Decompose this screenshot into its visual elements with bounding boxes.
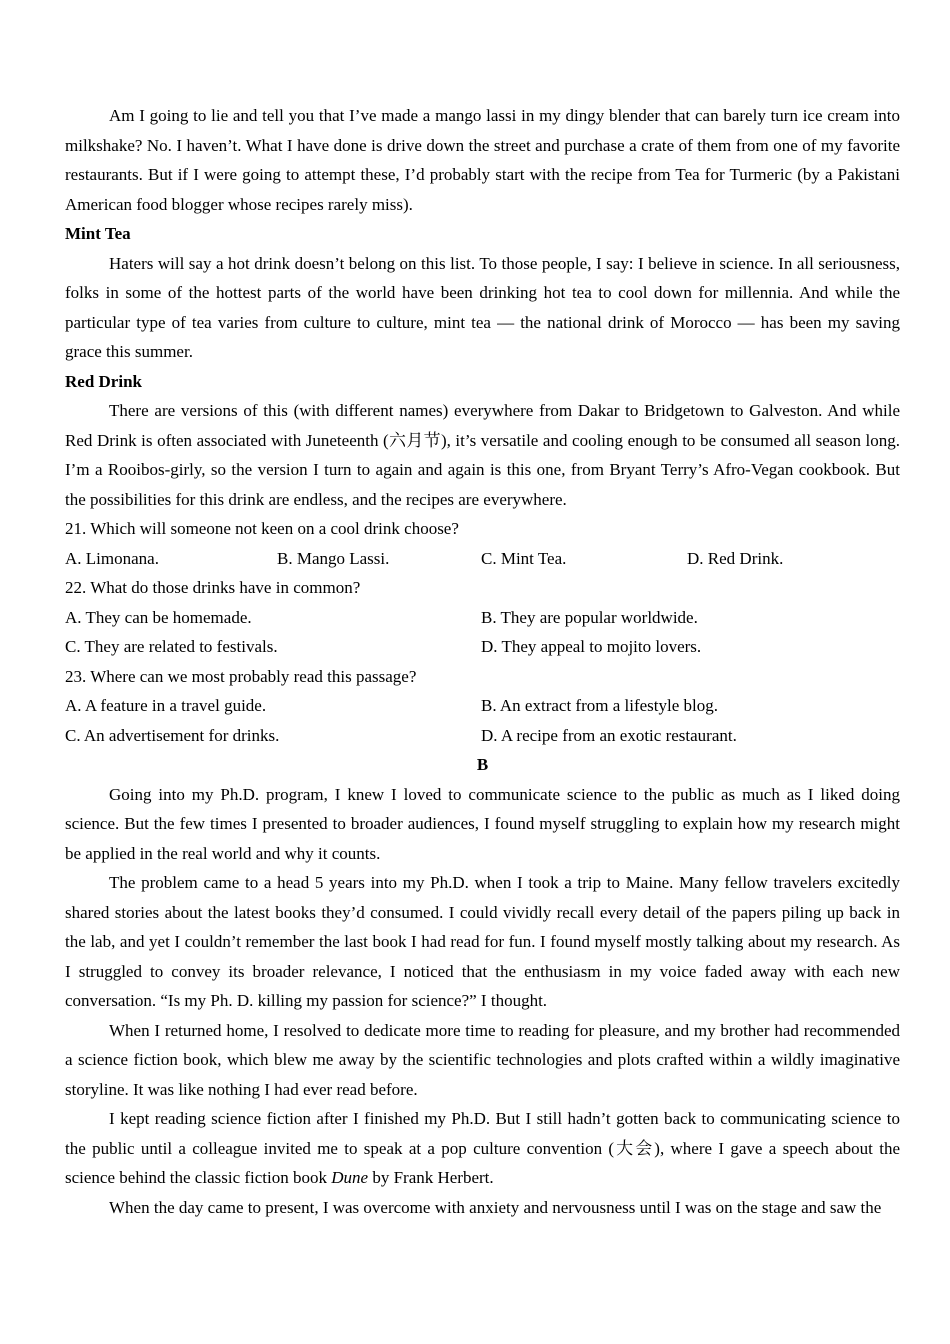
mint-tea-paragraph: Haters will say a hot drink doesn’t belong on this list. To those people, I say: I believe in science. In all seriousness, folks in some of the hottest parts of the world have been drinking hot tea to cool down for millennia. And while the particular type of tea varies from culture to culture, mint tea — the national drink of Morocco — has been my saving grace this summer. — [65, 253, 900, 361]
question-23-option-a: A. A feature in a travel guide. — [65, 696, 267, 715]
question-23-option-b: B. An extract from a lifestyle blog. — [481, 696, 718, 715]
question-23-text: 23. Where can we most probably read this passage? — [65, 666, 417, 686]
passage-b-paragraph-2: The problem came to a head 5 years into my Ph.D. when I took a trip to Maine. Many fellow travelers excitedly shared stories about the latest books they’d consumed. I could vividly recall every detail of the papers piling up back in the lab, and yet I couldn’t remember the last book I had read for fun. I found myself mostly talking about my research. As I struggled to convey its broader relevance, I noticed that the enthusiasm in my voice faded away with each new conversation. “Is my Ph. D. killing my passion for science?” I thought. — [65, 873, 900, 1010]
question-21-option-c: C. Mint Tea. — [481, 548, 567, 568]
question-21-option-a: A. Limonana. — [65, 548, 159, 568]
passage-b-paragraph-3: When I returned home, I resolved to dedicate more time to reading for pleasure, and my brother had recommended a science fiction book, which blew me away by the scientific technologies and plots crafted within a wildly imaginative storyline. It was like nothing I had ever read before. — [65, 1020, 900, 1099]
red-drink-paragraph: There are versions of this (with different names) everywhere from Dakar to Bridgetown to Galveston. And while Red Drink is often associated with Juneteenth (六月节), it’s versatile and cooling enough to be consumed all season long. I’m a Rooibos-girly, so the version I turn to again and again is this one, from Bryant Terry’s Afro-Vegan cookbook. But the possibilities for this drink are endless, and the recipes are everywhere. — [65, 401, 900, 509]
question-21-option-d: D. Red Drink. — [687, 548, 784, 568]
question-21-text: 21. Which will someone not keen on a cool drink choose? — [65, 519, 459, 538]
passage-b-paragraph-1: Going into my Ph.D. program, I knew I loved to communicate science to the public as much as I liked doing science. But the few times I presented to broader audiences, I found myself struggling to explain how my research might be applied in the real world and why it counts. — [65, 784, 900, 863]
section-heading-red-drink: Red Drink — [65, 371, 142, 391]
question-22-option-a: A. They can be homemade. — [65, 607, 252, 627]
question-22-option-c: C. They are related to festivals. — [65, 637, 278, 656]
question-22-option-d: D. They appeal to mojito lovers. — [481, 637, 702, 656]
question-23-options-row-1 — [65, 691, 900, 721]
question-21-option-b: B. Mango Lassi. — [277, 548, 390, 568]
question-21-options — [65, 544, 900, 574]
section-heading-mint-tea: Mint Tea — [65, 224, 131, 243]
passage-b-paragraph-4 — [65, 1104, 900, 1193]
passage-b-paragraph-4-text-end: by Frank Herbert. — [368, 1168, 494, 1187]
intro-paragraph: Am I going to lie and tell you that I’ve made a mango lassi in my dingy blender that can barely turn ice cream into milkshake? No. I haven’t. What I have done is drive down the street and purchase a crate of them from one of my favorite restaurants. But if I were going to attempt these, I’d probably start with the recipe from Tea for Turmeric (by a Pakistani American food blogger whose recipes rarely miss). — [65, 106, 900, 214]
passage-b-paragraph-4-text: I kept reading science fiction after I finished my Ph.D. But I still hadn’t gotten back to communicating science to the public until a colleague invited me to speak at a pop culture convention (大会), where I gave a speech about the science behind the classic fiction book — [65, 1109, 900, 1187]
question-23-option-c: C. An advertisement for drinks. — [65, 725, 280, 745]
question-23-option-d: D. A recipe from an exotic restaurant. — [481, 725, 737, 745]
passage-b-label: B — [476, 755, 489, 774]
question-22-options-row-2 — [65, 632, 900, 662]
question-22-text: 22. What do those drinks have in common? — [65, 578, 361, 597]
question-22-options-row-1 — [65, 603, 900, 633]
book-title-dune: Dune — [331, 1168, 369, 1187]
question-23-options-row-2 — [65, 721, 900, 751]
passage-b-paragraph-5: When the day came to present, I was overcome with anxiety and nervousness until I was on the stage and saw the — [109, 1197, 882, 1217]
question-22-option-b: B. They are popular worldwide. — [481, 607, 698, 627]
